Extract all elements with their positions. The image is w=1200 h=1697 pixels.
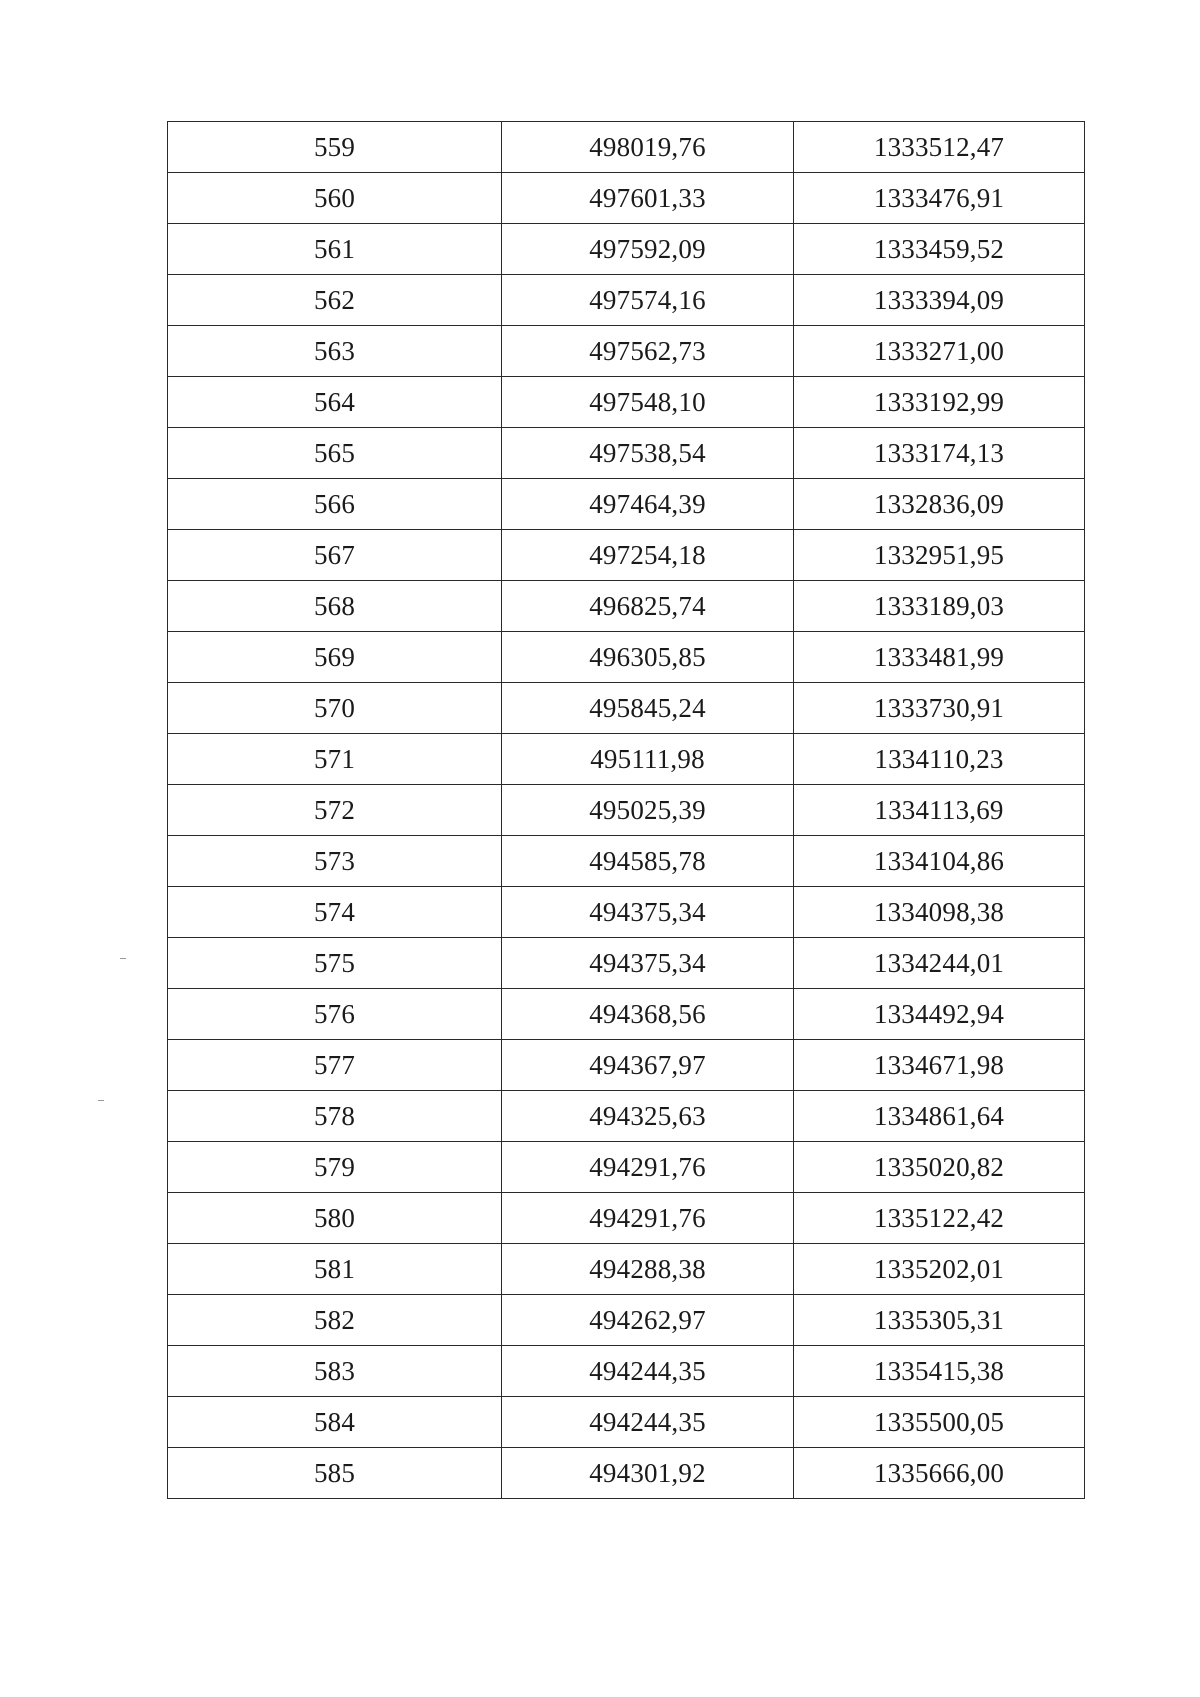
margin-mark xyxy=(98,1100,104,1101)
y-coordinate-cell: 1333174,13 xyxy=(794,428,1085,479)
point-number-cell: 580 xyxy=(168,1193,502,1244)
y-coordinate-cell: 1335666,00 xyxy=(794,1448,1085,1499)
table-row xyxy=(168,734,1085,785)
table-row xyxy=(168,1397,1085,1448)
point-number-cell: 570 xyxy=(168,683,502,734)
table-row xyxy=(168,275,1085,326)
table-row xyxy=(168,1193,1085,1244)
table-row xyxy=(168,836,1085,887)
table-row xyxy=(168,224,1085,275)
y-coordinate-cell: 1334244,01 xyxy=(794,938,1085,989)
point-number-cell: 565 xyxy=(168,428,502,479)
point-number-cell: 560 xyxy=(168,173,502,224)
y-coordinate-cell: 1335415,38 xyxy=(794,1346,1085,1397)
x-coordinate-cell: 497574,16 xyxy=(502,275,794,326)
table-row xyxy=(168,428,1085,479)
point-number-cell: 575 xyxy=(168,938,502,989)
table-row xyxy=(168,989,1085,1040)
point-number-cell: 581 xyxy=(168,1244,502,1295)
y-coordinate-cell: 1335020,82 xyxy=(794,1142,1085,1193)
x-coordinate-cell: 495111,98 xyxy=(502,734,794,785)
x-coordinate-cell: 497562,73 xyxy=(502,326,794,377)
y-coordinate-cell: 1334110,23 xyxy=(794,734,1085,785)
y-coordinate-cell: 1333459,52 xyxy=(794,224,1085,275)
point-number-cell: 585 xyxy=(168,1448,502,1499)
point-number-cell: 573 xyxy=(168,836,502,887)
table-row xyxy=(168,173,1085,224)
point-number-cell: 569 xyxy=(168,632,502,683)
table-row xyxy=(168,530,1085,581)
point-number-cell: 567 xyxy=(168,530,502,581)
x-coordinate-cell: 494262,97 xyxy=(502,1295,794,1346)
table-row xyxy=(168,632,1085,683)
point-number-cell: 579 xyxy=(168,1142,502,1193)
table-row xyxy=(168,938,1085,989)
point-number-cell: 561 xyxy=(168,224,502,275)
y-coordinate-cell: 1333192,99 xyxy=(794,377,1085,428)
x-coordinate-cell: 494585,78 xyxy=(502,836,794,887)
y-coordinate-cell: 1333481,99 xyxy=(794,632,1085,683)
table-row xyxy=(168,377,1085,428)
y-coordinate-cell: 1333512,47 xyxy=(794,122,1085,173)
y-coordinate-cell: 1333394,09 xyxy=(794,275,1085,326)
point-number-cell: 563 xyxy=(168,326,502,377)
y-coordinate-cell: 1335122,42 xyxy=(794,1193,1085,1244)
table-row xyxy=(168,581,1085,632)
point-number-cell: 562 xyxy=(168,275,502,326)
coordinates-table-body xyxy=(168,122,1085,1499)
x-coordinate-cell: 494301,92 xyxy=(502,1448,794,1499)
x-coordinate-cell: 494368,56 xyxy=(502,989,794,1040)
x-coordinate-cell: 494291,76 xyxy=(502,1142,794,1193)
table-row xyxy=(168,1448,1085,1499)
point-number-cell: 566 xyxy=(168,479,502,530)
table-row xyxy=(168,785,1085,836)
table-row xyxy=(168,1142,1085,1193)
x-coordinate-cell: 494375,34 xyxy=(502,938,794,989)
y-coordinate-cell: 1334671,98 xyxy=(794,1040,1085,1091)
y-coordinate-cell: 1335202,01 xyxy=(794,1244,1085,1295)
table-row xyxy=(168,1244,1085,1295)
x-coordinate-cell: 496305,85 xyxy=(502,632,794,683)
point-number-cell: 571 xyxy=(168,734,502,785)
table-row xyxy=(168,122,1085,173)
point-number-cell: 578 xyxy=(168,1091,502,1142)
y-coordinate-cell: 1334098,38 xyxy=(794,887,1085,938)
y-coordinate-cell: 1334104,86 xyxy=(794,836,1085,887)
x-coordinate-cell: 494325,63 xyxy=(502,1091,794,1142)
y-coordinate-cell: 1334113,69 xyxy=(794,785,1085,836)
x-coordinate-cell: 497548,10 xyxy=(502,377,794,428)
table-row xyxy=(168,1040,1085,1091)
x-coordinate-cell: 494244,35 xyxy=(502,1397,794,1448)
x-coordinate-cell: 494291,76 xyxy=(502,1193,794,1244)
x-coordinate-cell: 494367,97 xyxy=(502,1040,794,1091)
y-coordinate-cell: 1335500,05 xyxy=(794,1397,1085,1448)
x-coordinate-cell: 496825,74 xyxy=(502,581,794,632)
y-coordinate-cell: 1334861,64 xyxy=(794,1091,1085,1142)
x-coordinate-cell: 497592,09 xyxy=(502,224,794,275)
table-row xyxy=(168,1091,1085,1142)
x-coordinate-cell: 497464,39 xyxy=(502,479,794,530)
point-number-cell: 574 xyxy=(168,887,502,938)
point-number-cell: 577 xyxy=(168,1040,502,1091)
table-row xyxy=(168,1295,1085,1346)
y-coordinate-cell: 1335305,31 xyxy=(794,1295,1085,1346)
x-coordinate-cell: 494288,38 xyxy=(502,1244,794,1295)
point-number-cell: 584 xyxy=(168,1397,502,1448)
x-coordinate-cell: 497601,33 xyxy=(502,173,794,224)
y-coordinate-cell: 1333189,03 xyxy=(794,581,1085,632)
table-row xyxy=(168,326,1085,377)
x-coordinate-cell: 494375,34 xyxy=(502,887,794,938)
point-number-cell: 564 xyxy=(168,377,502,428)
table-row xyxy=(168,479,1085,530)
y-coordinate-cell: 1333730,91 xyxy=(794,683,1085,734)
x-coordinate-cell: 498019,76 xyxy=(502,122,794,173)
point-number-cell: 576 xyxy=(168,989,502,1040)
y-coordinate-cell: 1333271,00 xyxy=(794,326,1085,377)
y-coordinate-cell: 1333476,91 xyxy=(794,173,1085,224)
coordinates-table xyxy=(167,121,1085,1499)
y-coordinate-cell: 1332951,95 xyxy=(794,530,1085,581)
point-number-cell: 582 xyxy=(168,1295,502,1346)
y-coordinate-cell: 1334492,94 xyxy=(794,989,1085,1040)
margin-mark xyxy=(120,958,126,959)
x-coordinate-cell: 497254,18 xyxy=(502,530,794,581)
point-number-cell: 559 xyxy=(168,122,502,173)
point-number-cell: 583 xyxy=(168,1346,502,1397)
table-row xyxy=(168,887,1085,938)
x-coordinate-cell: 495845,24 xyxy=(502,683,794,734)
point-number-cell: 572 xyxy=(168,785,502,836)
table-row xyxy=(168,1346,1085,1397)
x-coordinate-cell: 495025,39 xyxy=(502,785,794,836)
y-coordinate-cell: 1332836,09 xyxy=(794,479,1085,530)
x-coordinate-cell: 497538,54 xyxy=(502,428,794,479)
table-row xyxy=(168,683,1085,734)
point-number-cell: 568 xyxy=(168,581,502,632)
x-coordinate-cell: 494244,35 xyxy=(502,1346,794,1397)
